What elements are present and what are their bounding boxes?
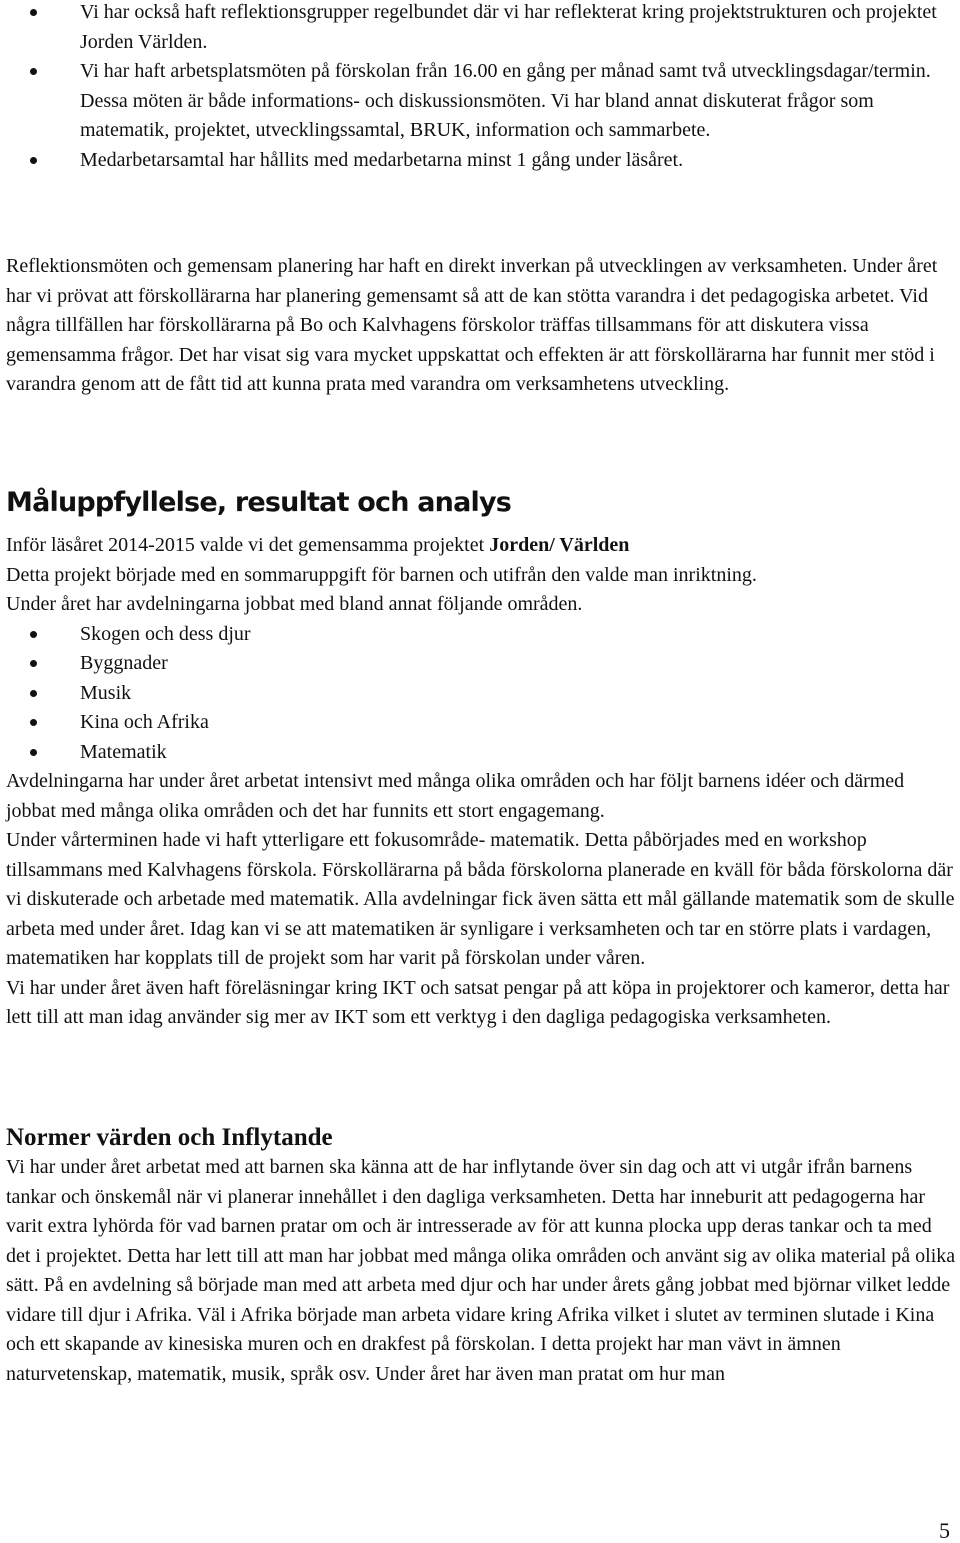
- body-line: Detta projekt började med en sommaruppgift för barnen och utifrån den valde man inriktning.: [6, 563, 757, 586]
- bullet-list-meetings: [6, 0, 956, 175]
- body-paragraph: Under vårterminen hade vi haft ytterligare ett fokusområde- matematik. Detta påbörjades med en workshop tillsammans med Kalvhagens förskola. Förskollärarna på båda förskolorna planerade en kväll för båda förskolorna där vi diskuterade och arbetade med matematik. Alla avdelningar fick även sätta ett mål gällande matematik som de skulle arbeta med under året. Idag kan vi se att matematiken är synligare i verksamheten och tar en större plats i vardagen, matematiken har kopplats till de projekt som har varit på förskolan under våren.: [6, 829, 955, 969]
- list-item: Matematik: [6, 738, 956, 768]
- list-item: Skogen och dess djur: [6, 620, 956, 650]
- list-item: Kina och Afrika: [6, 708, 956, 738]
- intro-text: Inför läsåret 2014-2015 valde vi det gemensamma projektet: [6, 534, 490, 556]
- list-item: Medarbetarsamtal har hållits med medarbetarna minst 1 gång under läsåret.: [6, 146, 956, 176]
- list-item: Byggnader: [6, 649, 956, 679]
- intro-line: [6, 531, 956, 561]
- project-name: Jorden/ Världen: [489, 534, 630, 556]
- body-line: Under året har avdelningarna jobbat med bland annat följande områden.: [6, 593, 583, 615]
- body-paragraph: Avdelningarna har under året arbetat intensivt med många olika områden och har följt barnens idéer och därmed jobbat med många olika områden och det har funnits ett stort engagemang.: [6, 770, 905, 822]
- section-goals-body: [6, 531, 956, 1033]
- areas-list: [6, 620, 956, 768]
- norms-paragraph: Vi har under året arbetat med att barnen ska känna att de har inflytande över sin dag och att vi utgår ifrån barnens tankar och önskemål när vi planerar innehållet i den dagliga verksamheten. Detta har inneburit att pedagogerna har varit extra lyhörda för vad barnen pratar om och är intresserade av för att kunna plocka upp deras tankar och ta med det i projektet. Detta har lett till att man har jobbat med många olika områden och använt sig av olika material på olika sätt. På en avdelning så började man med att arbeta med djur och har under årets gång jobbat med björnar vilket ledde vidare till djur i Afrika. Väl i Afrika började man arbeta vidare kring Afrika vilket i slutet av terminen slutade i Kina och ett skapande av kinesiska muren och en drakfest på förskolan. I detta projekt har man vävt in ämnen naturvetenskap, matematik, musik, språk osv. Under året har även man pratat om hur man: [6, 1156, 956, 1385]
- section-heading-norms: Normer värden och Inflytande: [6, 1124, 333, 1151]
- section-heading-goals: Måluppfyllelse, resultat och analys: [6, 487, 512, 518]
- list-item: Vi har haft arbetsplatsmöten på förskolan från 16.00 en gång per månad samt två utvecklingsdagar/termin. Dessa möten är både informations- och diskussionsmöten. Vi har bland annat diskuterat frågor som matematik, projektet, utvecklingssamtal, BRUK, information och sammarbete.: [6, 57, 956, 146]
- list-item: Musik: [6, 679, 956, 709]
- body-paragraph: Vi har under året även haft föreläsningar kring IKT och satsat pengar på att köpa in projektorer och kameror, detta har lett till att man idag använder sig mer av IKT som ett verktyg i den dagliga pedagogiska verksamheten.: [6, 976, 950, 1028]
- list-item: Vi har också haft reflektionsgrupper regelbundet där vi har reflekterat kring projektstrukturen och projektet Jorden Världen.: [6, 0, 956, 57]
- reflection-paragraph: Reflektionsmöten och gemensam planering har haft en direkt inverkan på utvecklingen av verksamheten. Under året har vi prövat att förskollärarna har planering gemensamt så att de kan stötta varandra i det pedagogiska arbetet. Vid några tillfällen har förskollärarna på Bo och Kalvhagens förskolor träffas tillsammans för att diskutera vissa gemensamma frågor. Det har visat sig vara mycket uppskattat och effekten är att förskollärarna har funnit mer stöd i varandra genom att de fått tid att kunna prata med varandra om verksamhetens utveckling.: [6, 255, 938, 395]
- page-number: 5: [939, 1518, 950, 1543]
